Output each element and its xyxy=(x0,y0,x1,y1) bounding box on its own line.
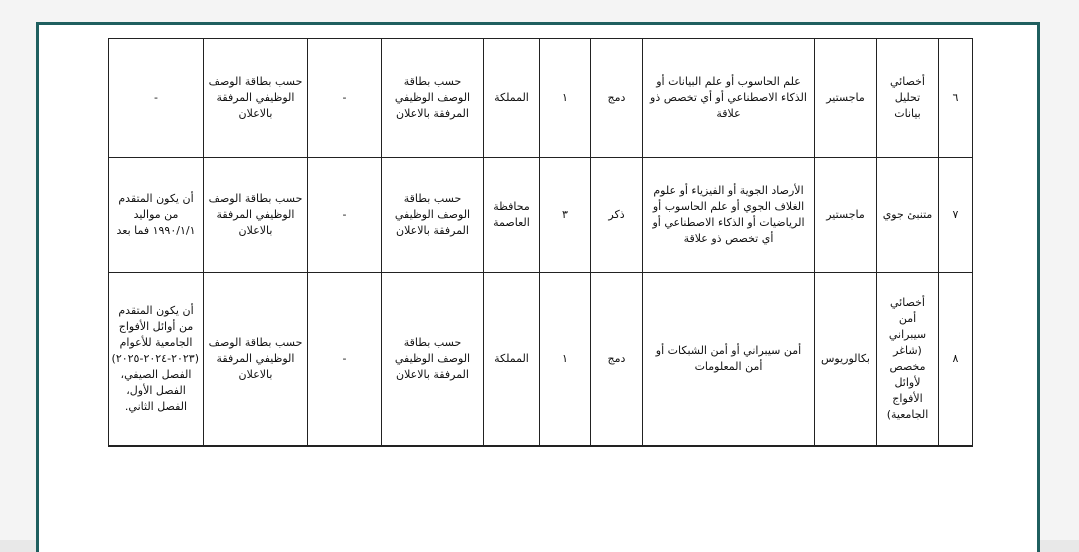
cell-location: المملكة xyxy=(484,39,540,158)
cell-job-card: حسب بطاقة الوصف الوظيفي المرفقة بالاعلان xyxy=(382,158,484,273)
cell-job-card: حسب بطاقة الوصف الوظيفي المرفقة بالاعلان xyxy=(382,273,484,447)
cell-count: ١ xyxy=(540,39,591,158)
cell-dash: - xyxy=(308,39,382,158)
cell-job-card-2: حسب بطاقة الوصف الوظيفي المرفقة بالاعلان xyxy=(204,158,308,273)
cell-degree: ماجستير xyxy=(815,158,877,273)
table-row xyxy=(109,273,973,447)
cell-num: ٨ xyxy=(939,273,973,447)
cell-count: ٣ xyxy=(540,158,591,273)
cell-title: أخصائي تحليل بيانات xyxy=(877,39,939,158)
cell-gender: دمج xyxy=(591,39,643,158)
table-row xyxy=(109,39,973,158)
cell-major: أمن سيبراني أو أمن الشبكات أو أمن المعلومات xyxy=(643,273,815,447)
cell-job-card: حسب بطاقة الوصف الوظيفي المرفقة بالاعلان xyxy=(382,39,484,158)
table-row xyxy=(109,158,973,273)
cell-location: محافظة العاصمة xyxy=(484,158,540,273)
cell-title: أخصائي أمن سيبراني (شاغر مخصص لأوائل الأفواج الجامعية) xyxy=(877,273,939,447)
cell-degree: ماجستير xyxy=(815,39,877,158)
cell-major: علم الحاسوب أو علم البيانات أو الذكاء الاصطناعي أو أي تخصص ذو علاقة xyxy=(643,39,815,158)
cell-gender: دمج xyxy=(591,273,643,447)
cell-major: الأرصاد الجوية أو الفيزياء أو علوم الغلاف الجوي أو علم الحاسوب أو الرياضيات أو الذكاء الاصطناعي أو أي تخصص ذو علاقة xyxy=(643,158,815,273)
cell-job-card-2: حسب بطاقة الوصف الوظيفي المرفقة بالاعلان xyxy=(204,39,308,158)
cell-gender: ذكر xyxy=(591,158,643,273)
cell-conditions: - xyxy=(109,39,204,158)
jobs-table xyxy=(108,38,973,447)
cell-count: ١ xyxy=(540,273,591,447)
cell-conditions: أن يكون المتقدم من أوائل الأفواج الجامعية للأعوام (٢٠٢٣-٢٠٢٤-٢٠٢٥) الفصل الصيفي، الفصل الأول، الفصل الثاني. xyxy=(109,273,204,447)
cell-title: متنبئ جوي xyxy=(877,158,939,273)
cell-degree: بكالوريوس xyxy=(815,273,877,447)
cell-num: ٧ xyxy=(939,158,973,273)
cell-conditions: أن يكون المتقدم من مواليد ١٩٩٠/١/١ فما بعد xyxy=(109,158,204,273)
cell-dash: - xyxy=(308,273,382,447)
cell-dash: - xyxy=(308,158,382,273)
cell-num: ٦ xyxy=(939,39,973,158)
cell-location: المملكة xyxy=(484,273,540,447)
cell-job-card-2: حسب بطاقة الوصف الوظيفي المرفقة بالاعلان xyxy=(204,273,308,447)
